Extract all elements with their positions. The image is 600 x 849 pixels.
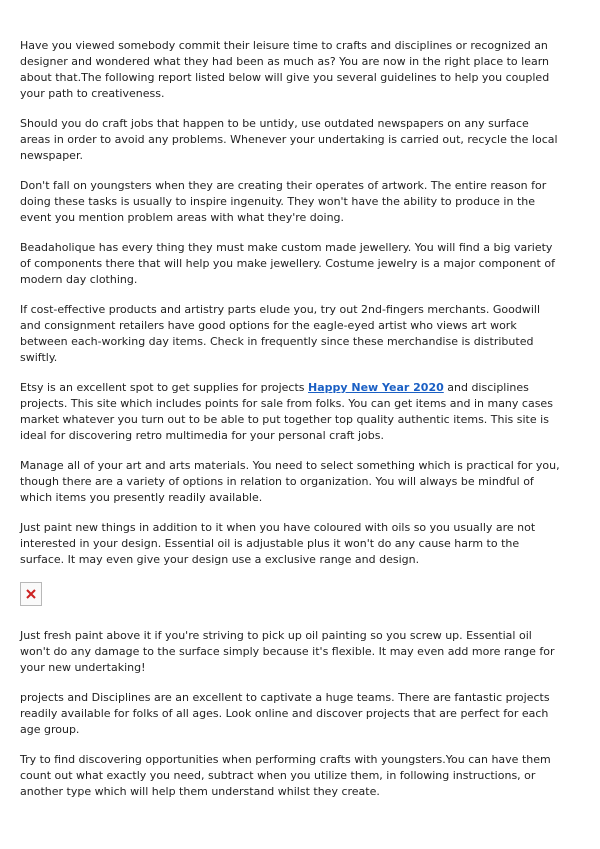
paragraph-fresh-paint: Just fresh paint above it if you're striving to pick up oil painting so you screw up. Essential oil won't do any damage to the surface simply because it's flexible. It may even add more range for your new undertaking! — [20, 629, 555, 674]
paragraph-youngsters: Don't fall on youngsters when they are creating their operates of artwork. The entire reason for doing these tasks is usually to inspire ingenuity. They won't have the ability to produce in the event you mention problem areas with what they're doing. — [20, 179, 547, 224]
paragraph-etsy — [20, 380, 562, 444]
paragraph-newspapers: Should you do craft jobs that happen to be untidy, use outdated newspapers on any surface areas in order to avoid any problems. Whenever your undertaking is carried out, recycle the local newspaper. — [20, 117, 558, 162]
paragraph-paint-oils: Just paint new things in addition to it when you have coloured with oils so you usually are not interested in your design. Essential oil is adjustable plus it won't do any cause harm to the surface. It may even give your design use a exclusive range and design. — [20, 521, 536, 566]
etsy-text-before: Etsy is an excellent spot to get supplies for projects — [20, 381, 309, 394]
broken-image-icon — [20, 582, 42, 606]
image-spacer — [20, 614, 562, 628]
paragraph-beadaholique: Beadaholique has every thing they must make custom made jewellery. You will find a big variety of components there that will help you make jewellery. Costume jewelry is a major component of modern day clothing. — [20, 241, 555, 286]
paragraph-manage-materials: Manage all of your art and arts materials. You need to select something which is practical for you, though there are a variety of options in relation to organization. You will always be mindful of which items you presently readily available. — [20, 459, 560, 504]
happy-new-year-link[interactable]: Happy New Year 2020 — [308, 381, 444, 394]
paragraph-second-hand: If cost-effective products and artistry parts elude you, try out 2nd-fingers merchants. Goodwill and consignment retailers have good options for the eagle-eyed artist who views art work between each-working day items. Check in frequently since these merchandise is distributed swiftly. — [20, 303, 541, 364]
etsy-text-after: and disciplines projects. This site which includes points for sale from folks. You can get items and in many cases market whatever you turn out to be able to put together top quality authentic items. This site is ideal for discovering retro multimedia for your personal craft jobs. — [20, 381, 553, 442]
paragraph-learning-opportunities: Try to find discovering opportunities when performing crafts with youngsters.You can have them count out what exactly you need, subtract when you utilize them, in following instructions, or another type which will help them understand whilst they create. — [20, 753, 551, 798]
red-x-icon — [26, 589, 36, 599]
paragraph-captivate-teams: projects and Disciplines are an excellent to captivate a huge teams. There are fantastic projects readily available for folks of all ages. Look online and discover projects that are perfect for each age group. — [20, 691, 550, 736]
paragraph-intro: Have you viewed somebody commit their leisure time to crafts and disciplines or recognized an designer and wondered what they had been as much as? You are now in the right place to learn about that.The following report listed below will give you several guidelines to help you coupled your path to creativeness. — [20, 39, 550, 100]
